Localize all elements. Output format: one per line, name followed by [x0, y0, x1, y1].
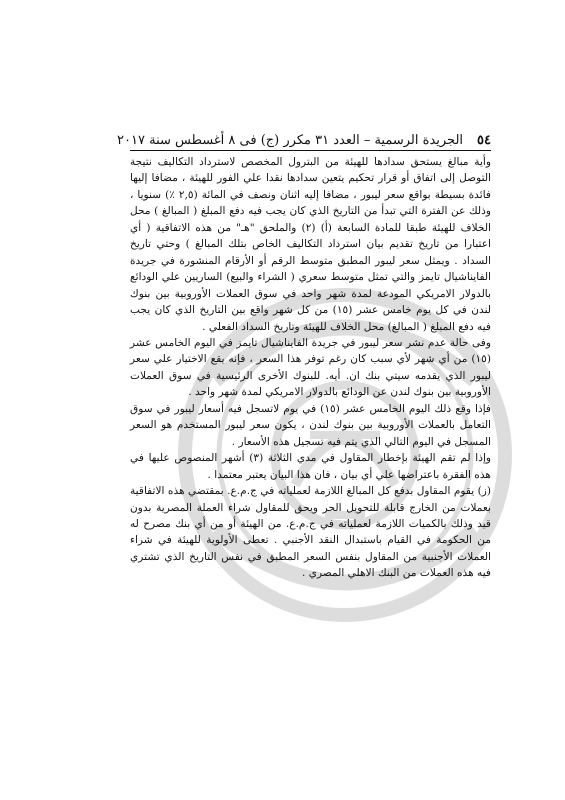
page-number: ٥٤: [477, 133, 491, 148]
gazette-title: الجريدة الرسمية – العدد ٣١ مكرر (ج) فى ٨ أغسطس سنة ٢٠١٧: [117, 133, 464, 148]
paragraph: وأية مبالغ يستحق سدادها للهيئة من البترول المخصص لاسترداد التكاليف نتيجة التوصل إلى اتفاق أو قرار تحكيم يتعين سدادها نقدا علي الفور للهيئة ، مضافا إليها فائدة بسيطة بواقع سعر ليبور ، مضافا إليه اثنان ونصف في المائة (٢,٥ ٪) سنويا ، وذلك عن الفترة التي تبدأ من التاريخ الذي كان يجب فيه دفع المبلغ ( المبالغ ) محل الخلاف للهيئة طبقا للمادة السابعة (أ) (٢) والملحق "هـ" من هذه الاتفاقية ( أي اعتبارا من تاريخ تقديم بيان استرداد التكاليف الخاص بتلك المبالغ ) وحتي تاريخ السداد . ويمثل سعر ليبور المطبق متوسط الرقم أو الأرقام المنشورة في جريدة الفايناشيال تايمز والتي تمثل متوسط سعري ( الشراء والبيع) الساريين علي الودائع بالدولار الامريكي المودعة لمدة شهر واحد في سوق العملات الأوروبية بين بنوك لندن في كل يوم خامس عشر (١٥) من كل شهر واقع بين التاريخ الذي كان يجب فيه دفع المبلغ ( المبالغ) محل الخلاف للهيئة وتاريخ السداد الفعلي .: [130, 156, 491, 333]
paragraph: فإذا وقع ذلك اليوم الخامس عشر (١٥) في يوم لاتسجل فيه أسعار ليبور في سوق التعامل بالعملات الأوروبية بين بنوك لندن ، يكون سعر ليبور المستخدم هو السعر المسجل في اليوم التالي الذي يتم فيه تسجيل هذه الأسعار .: [130, 402, 491, 448]
body-text: [130, 154, 491, 582]
paragraph: وفى حالة عدم نشر سعر ليبور في جريدة الفايناشيال تايمز في اليوم الخامس عشر (١٥) من أي شهر لأي سبب كان رغم توفر هذا السعر ، فإنه يقع الاختيار علي سعر ليبور الذي يقدمه سيتي بنك ان. أيه. للبنوك الأخرى الرئيسية في سوق العملات الأوروبية بين بنوك لندن عن الودائع بالدولار الامريكي لمدة شهر واحد .: [130, 336, 491, 399]
page-header: [117, 124, 491, 151]
paragraph: وإذا لم تقم الهيئة بإخطار المقاول في مدي الثلاثة (٣) أشهر المنصوص عليها في هذه الفقرة باعتراضها علي أي بيان ، فان هذا البيان يعتبر معتمدا .: [130, 452, 491, 481]
paragraph: (ز) يقوم المقاول بدفع كل المبالغ اللازمة لعملياته في ج.م.ع. بمقتضي هذه الاتفاقية بعملات من الخارج قابلة للتحويل الحر ويحق للمقاول شراء العملة المصرية بدون قيد وذلك بالكميات اللازمة لعملياته في ج.م.ع. من الهيئة أو من أي بنك مصرح له من الحكومة في القيام باستبدال النقد الأجنبي . تعطى الأولوية للهيئة في شراء العملات الأجنبية من المقاول بنفس السعر المطبق في نفس التاريخ الذي تشتري فيه هذه العملات من البنك الاهلي المصري .: [130, 485, 491, 580]
